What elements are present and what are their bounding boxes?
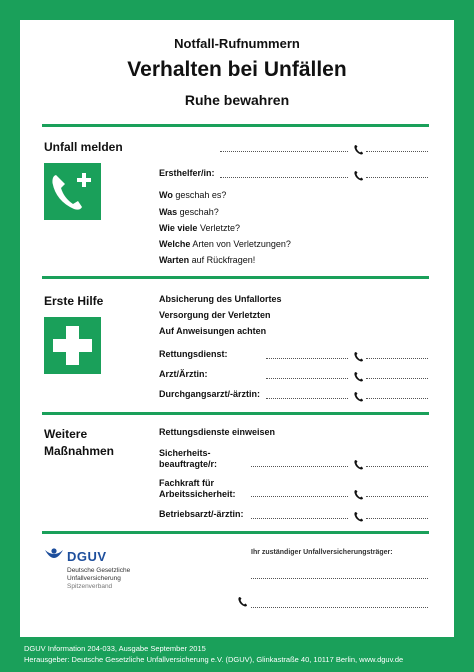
label-durchgangsarzt: Durchgangsarzt/-ärztin:: [159, 389, 261, 399]
input-line-rettungsdienst-number: [366, 358, 428, 359]
label-betriebsarzt: Betriebsarzt/-ärztin:: [159, 509, 244, 519]
phone-icon: [354, 351, 364, 362]
divider-1: [42, 276, 429, 279]
question-item: Wo geschah es?: [159, 190, 227, 200]
question-item: Warten auf Rückfragen!: [159, 255, 256, 265]
input-line-betriebsarzt: [251, 518, 348, 519]
insurer-label: Ihr zuständiger Unfallversicherungsträger:: [251, 549, 393, 556]
input-line-ersthelfer: [220, 177, 348, 178]
input-line-sicherheitsbeauftragte: [251, 466, 348, 467]
divider-top: [42, 124, 429, 127]
dguv-logo: [44, 547, 154, 617]
section-heading-unfall: Unfall melden: [44, 140, 123, 154]
phone-icon: [354, 170, 364, 181]
input-line-arzt: [266, 378, 348, 379]
label-arzt: Arzt/Ärztin:: [159, 369, 208, 379]
label-sicherheitsbeauftragte: Sicherheits- beauftragte/r:: [159, 448, 218, 469]
footer-publication: DGUV Information 204-033, Ausgabe September 2015: [24, 644, 206, 653]
section-heading-weitere: Weitere Maßnahmen: [44, 427, 115, 458]
label-rettungsdienst: Rettungsdienst:: [159, 349, 228, 359]
poster-kicker: Notfall-Rufnummern: [174, 36, 300, 51]
divider-3: [42, 531, 429, 534]
input-line-durchgangsarzt-number: [366, 398, 428, 399]
phone-icon: [354, 391, 364, 402]
phone-icon: [354, 511, 364, 522]
input-line-ersthelfer-number: [366, 177, 428, 178]
poster-title: Verhalten bei Unfällen: [127, 58, 347, 81]
footer-publisher: Herausgeber: Deutsche Gesetzliche Unfallversicherung e.V. (DGUV), Glinkastraße 40, 10117 Berlin, www.dguv.de: [24, 655, 404, 664]
dguv-logo-mark-icon: [44, 548, 64, 564]
label-ersthelfer: Ersthelfer/in:: [159, 168, 215, 178]
question-item: Wie viele Verletzte?: [159, 223, 240, 233]
first-aid-step: Auf Anweisungen achten: [159, 326, 267, 336]
first-aid-step: Absicherung des Unfallortes: [159, 294, 282, 304]
first-aid-cross-icon: [44, 317, 101, 374]
section-heading-erste-hilfe: Erste Hilfe: [44, 294, 104, 308]
phone-icon: [354, 459, 364, 470]
question-item: Was geschah?: [159, 207, 219, 217]
instruction-rettungsdienste: Rettungsdienste einweisen: [159, 427, 276, 437]
input-line-durchgangsarzt: [266, 398, 348, 399]
input-line-betriebsarzt-number: [366, 518, 428, 519]
input-line-insurer-number: [251, 607, 428, 608]
emergency-phone-sign-icon: [44, 163, 101, 220]
divider-2: [42, 412, 429, 415]
dguv-logo-subtitle: Deutsche Gesetzliche Unfallversicherung Spitzenverband: [67, 567, 131, 590]
input-line-rettungsdienst: [266, 358, 348, 359]
phone-line-main-name: [220, 151, 348, 152]
label-fachkraft: Fachkraft für Arbeitssicherheit:: [159, 478, 236, 499]
question-item: Welche Arten von Verletzungen?: [159, 239, 291, 249]
input-line-fachkraft: [251, 496, 348, 497]
poster-panel: [20, 20, 454, 637]
poster-subtitle: Ruhe bewahren: [184, 92, 290, 108]
phone-icon: [238, 596, 248, 607]
phone-icon: [354, 144, 364, 155]
dguv-logo-text: DGUV: [67, 549, 107, 564]
input-line-fachkraft-number: [366, 496, 428, 497]
input-line-arzt-number: [366, 378, 428, 379]
phone-line-main-number: [366, 151, 428, 152]
phone-icon: [354, 371, 364, 382]
input-line-sicherheitsbeauftragte-number: [366, 466, 428, 467]
phone-icon: [354, 489, 364, 500]
first-aid-step: Versorgung der Verletzten: [159, 310, 271, 320]
input-line-insurer: [251, 578, 428, 579]
